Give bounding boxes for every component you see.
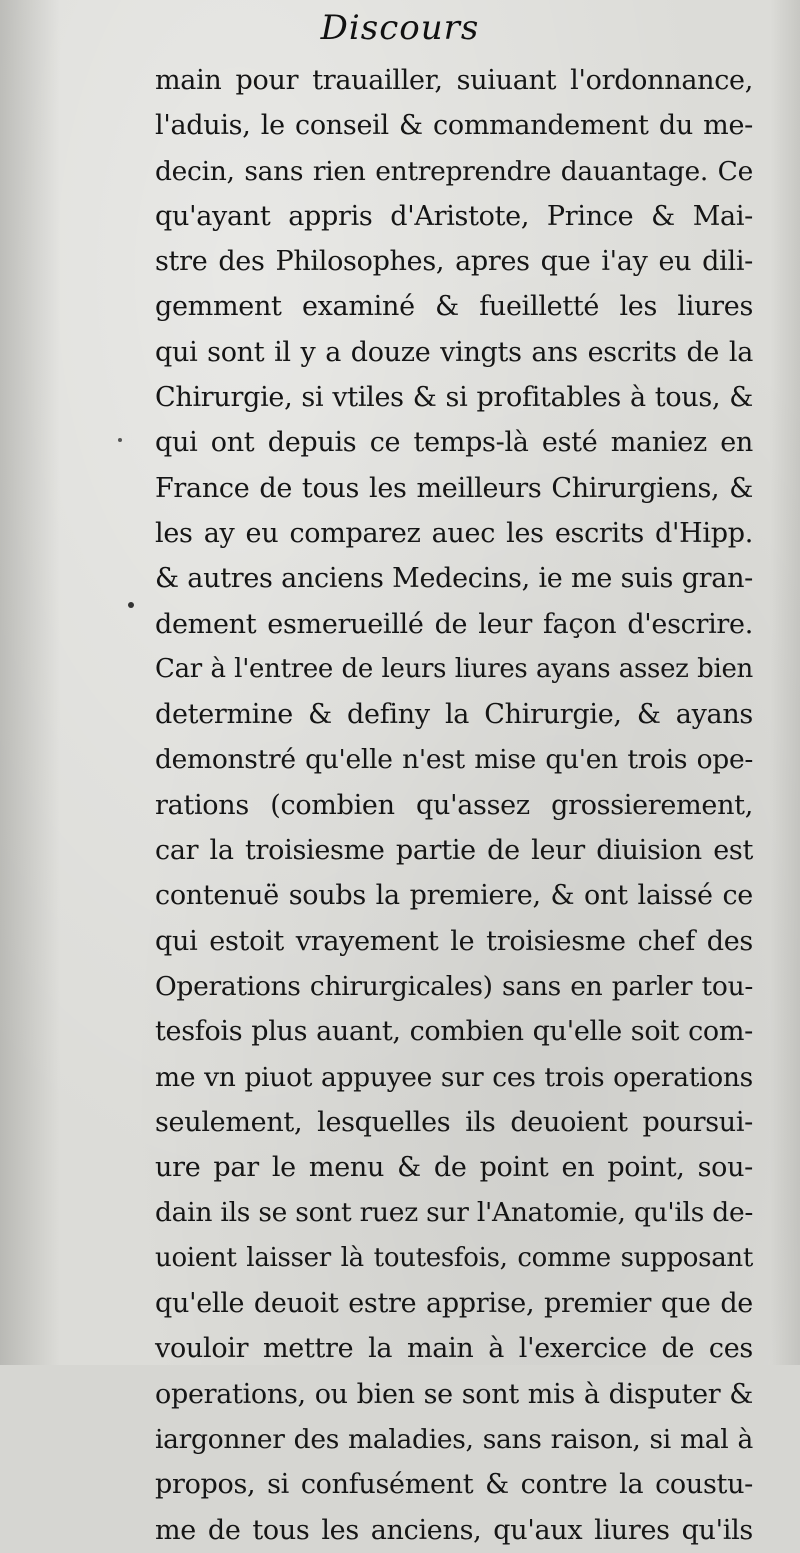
text-line: stre des Philosophes, apres que i'ay eu dili- [155, 246, 753, 278]
text-line: vouloir mettre la main à l'exercice de ces [155, 1333, 753, 1365]
text-line: l'aduis, le conseil & commandement du me- [155, 110, 753, 142]
text-line: France de tous les meilleurs Chirurgiens, & [155, 472, 753, 504]
text-line: qui estoit vrayement le troisiesme chef des [155, 925, 753, 957]
text-line: demonstré qu'elle n'est mise qu'en trois ope- [155, 744, 753, 776]
gutter-shadow [0, 0, 60, 1365]
text-line: rations (combien qu'assez grossierement, [155, 789, 753, 821]
text-line: iargonner des maladies, sans raison, si mal à [155, 1423, 753, 1455]
text-line: qu'ayant appris d'Aristote, Prince & Mai- [155, 200, 753, 232]
edge-shadow [770, 0, 800, 1365]
text-line: qu'elle deuoit estre apprise, premier que de [155, 1288, 753, 1320]
text-line: gemment examiné & fueilletté les liures [155, 291, 753, 323]
text-line: Operations chirurgicales) sans en parler tou- [155, 970, 753, 1002]
ink-speck [128, 602, 134, 608]
text-line: qui sont il y a douze vingts ans escrits de la [155, 336, 753, 368]
text-line: car la troisiesme partie de leur diuision est [155, 835, 753, 867]
text-line: les ay eu comparez auec les escrits d'Hipp. [155, 517, 753, 549]
text-line: me de tous les anciens, qu'aux liures qu'ils [155, 1514, 753, 1546]
text-line: & autres anciens Medecins, ie me suis gran- [155, 563, 753, 595]
text-line: operations, ou bien se sont mis à disputer & [155, 1378, 753, 1410]
text-line: uoient laisser là toutesfois, comme supposant [155, 1242, 753, 1273]
text-line: main pour trauailler, suiuant l'ordonnance, [155, 65, 753, 96]
text-line: dain ils se sont ruez sur l'Anatomie, qu'ils de- [155, 1197, 753, 1229]
text-line: qui ont depuis ce temps-là esté maniez en [155, 427, 753, 459]
text-line: dement esmerueillé de leur façon d'escrire. [155, 608, 753, 640]
text-line: propos, si confusément & contre la coustu- [155, 1469, 753, 1501]
running-head: Discours [320, 8, 480, 48]
text-line: ure par le menu & de point en point, sou- [155, 1152, 753, 1184]
ink-speck [118, 438, 122, 442]
text-line: seulement, lesquelles ils deuoient poursui- [155, 1106, 753, 1138]
body-text [155, 58, 753, 1553]
text-line: me vn piuot appuyee sur ces trois operations [155, 1061, 753, 1093]
text-line: Car à l'entree de leurs liures ayans assez bien [155, 653, 753, 684]
text-line: decin, sans rien entreprendre dauantage. Ce [155, 155, 753, 187]
text-line: tesfois plus auant, combien qu'elle soit com- [155, 1016, 753, 1048]
text-line: contenuë soubs la premiere, & ont laissé ce [155, 880, 753, 912]
text-line: determine & definy la Chirurgie, & ayans [155, 699, 753, 731]
text-line: Chirurgie, si vtiles & si profitables à tous, & [155, 382, 753, 414]
